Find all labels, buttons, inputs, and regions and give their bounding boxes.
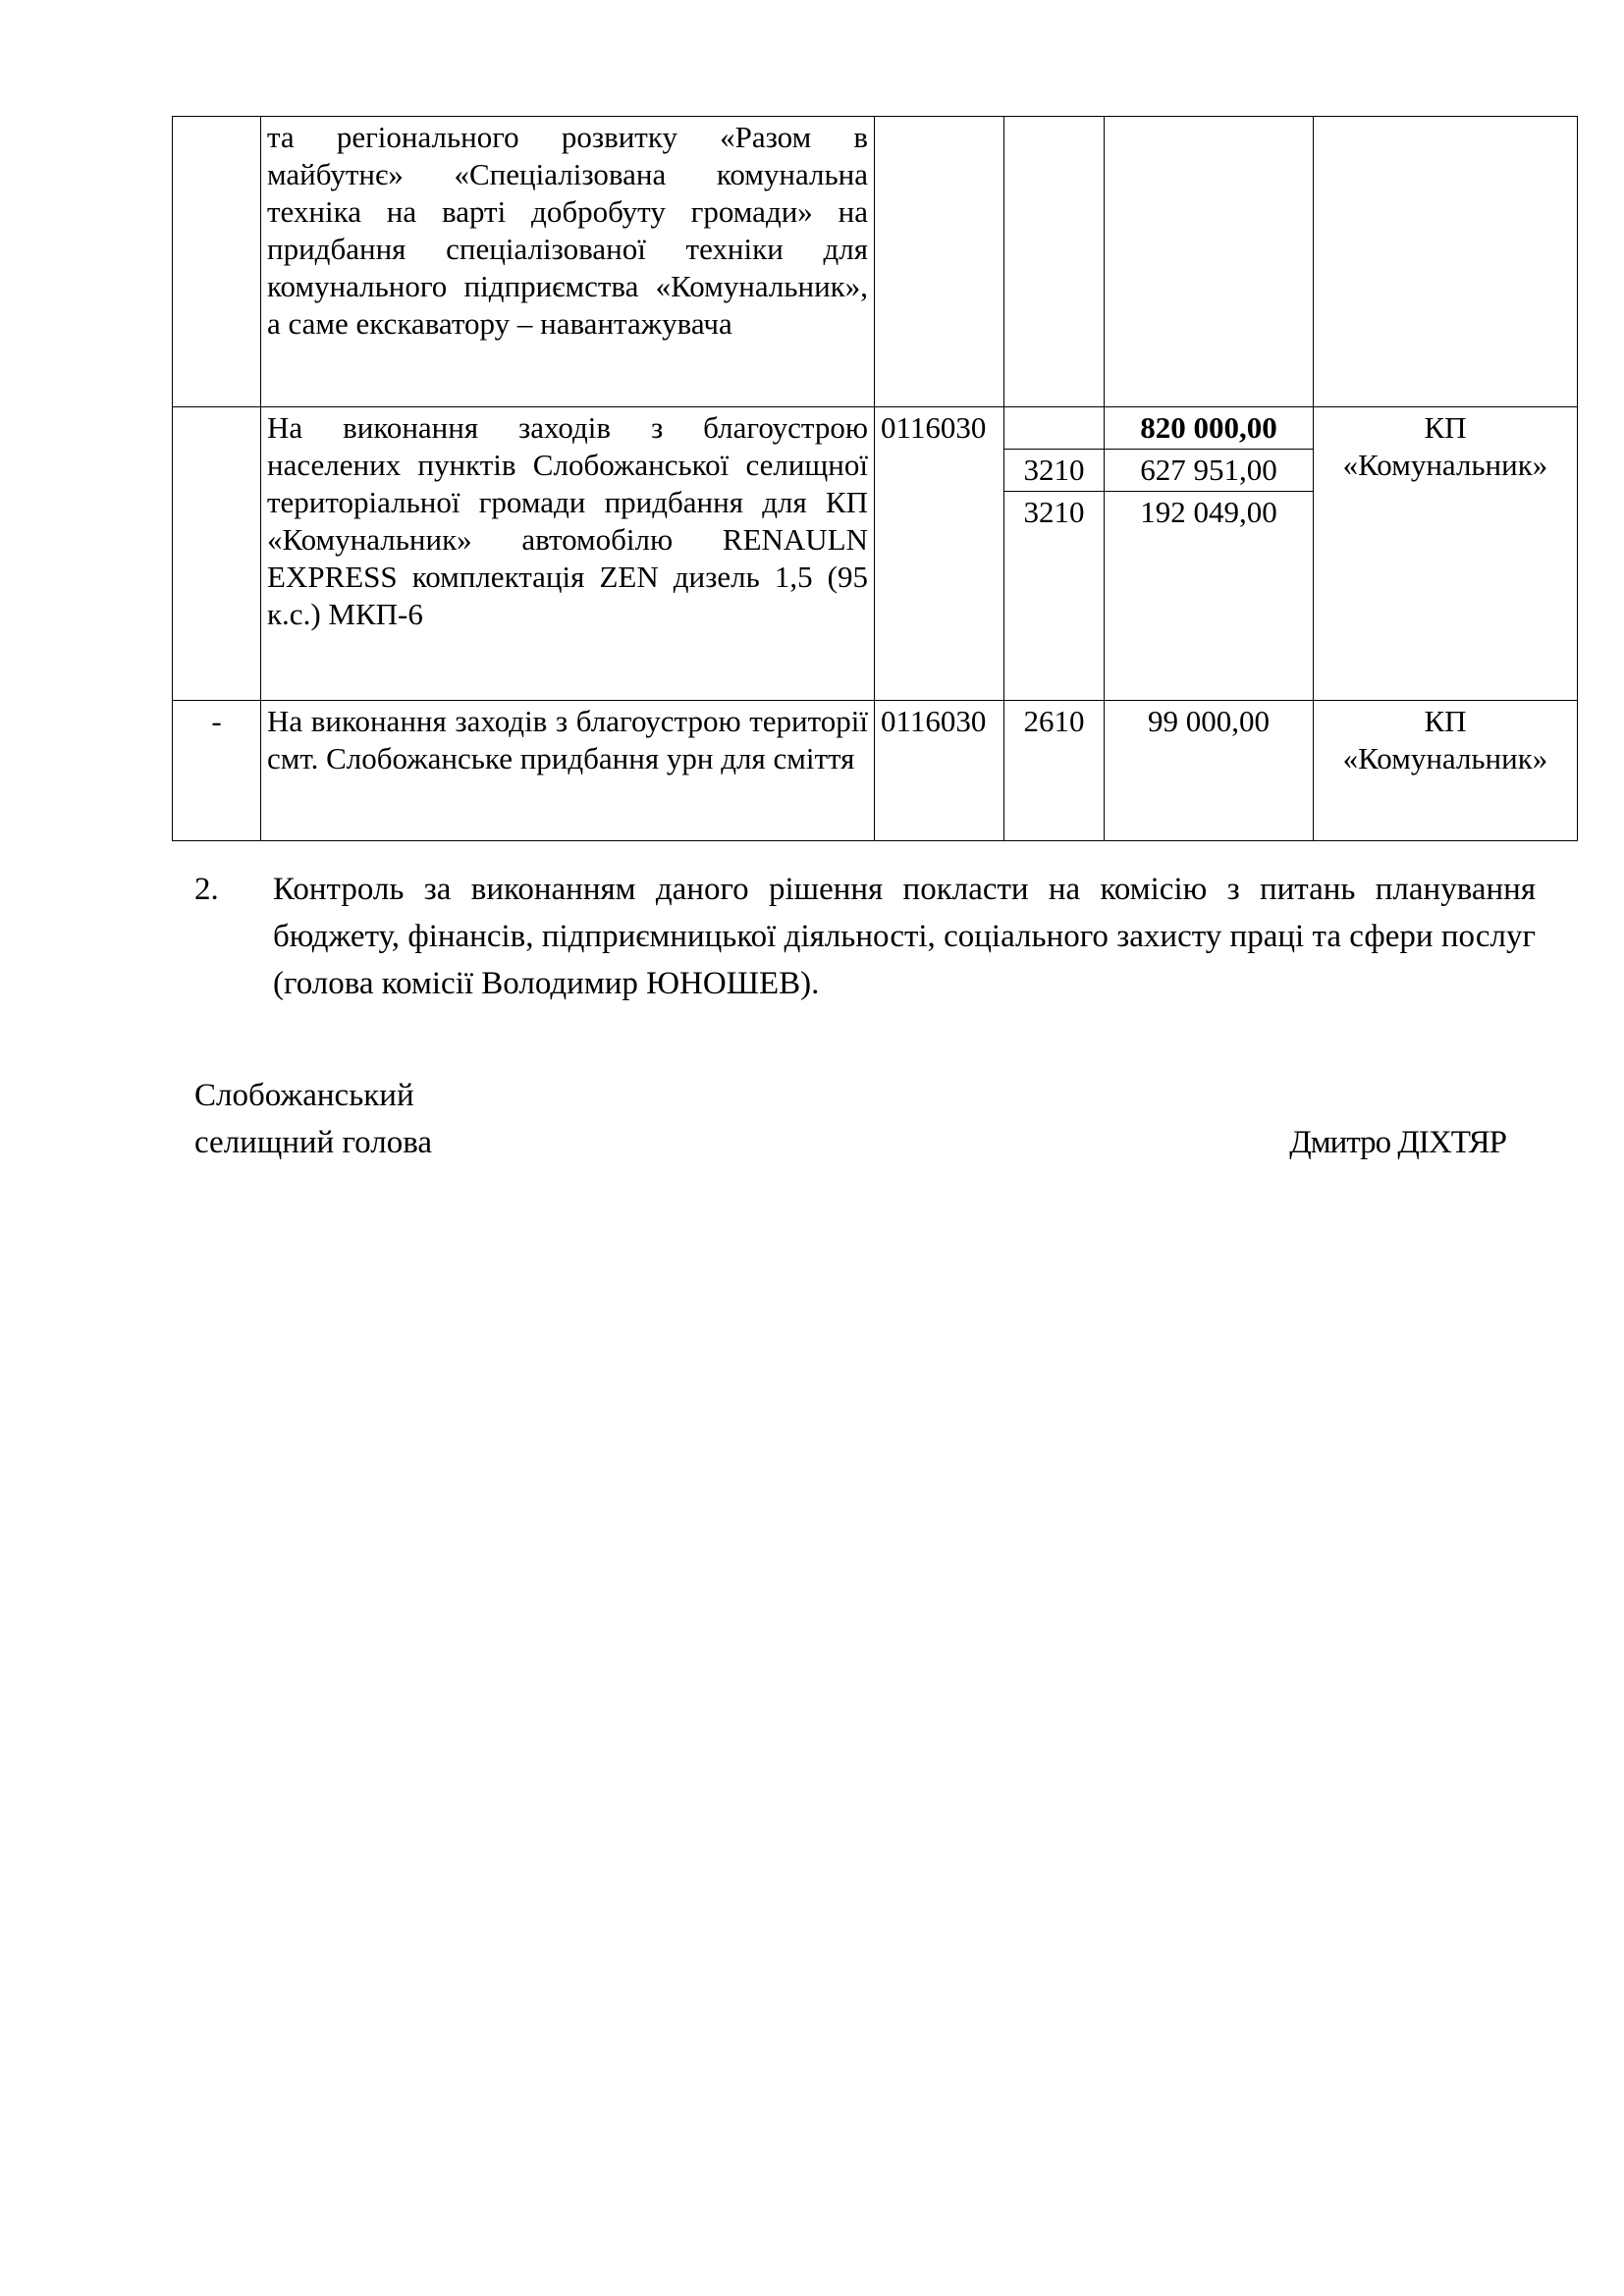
paragraph-text: Контроль за виконанням даного рішення покласти на комісію з питань планування бюджету, фінансів, підприємницької діяльності, соціального захисту праці та сфери послуг (голова комісії Володимир ЮНОШЕВ). (273, 872, 1536, 1001)
row-amount (1105, 117, 1314, 407)
row-mark (173, 407, 261, 701)
signatory-name: Дмитро ДІХТЯР (1289, 1125, 1506, 1160)
paragraph-number: 2. (194, 872, 219, 907)
row-kpkvk (875, 117, 1004, 407)
row-description: На виконання заходів з благоустрою території смт. Слобожанське придбання урн для сміття (261, 701, 875, 841)
row-amount: 99 000,00 (1105, 701, 1314, 841)
subrow-kekv: 3210 (1004, 450, 1105, 492)
row-mark (173, 117, 261, 407)
subrow-amount: 627 951,00 (1105, 450, 1314, 492)
signature-block (194, 1072, 1536, 1166)
subrow-kekv: 3210 (1004, 492, 1105, 701)
row-mark: - (173, 701, 261, 841)
row-description: та регіонального розвитку «Разом в майбутнє» «Спеціалізована комунальна техніка на варті добробуту громади» на придбання спеціалізованої техніки для комунального підприємства «Комунальник», а саме екскаватору – навантажувача (261, 117, 875, 407)
row-description: На виконання заходів з благоустрою населених пунктів Слобожанської селищної територіальної громади придбання для КП «Комунальник» автомобілю RENAULN EXPRESS комплектація ZEN дизель 1,5 (95 к.с.) МКП-6 (261, 407, 875, 701)
table-row (173, 407, 1578, 450)
paragraph-2 (194, 866, 1536, 1007)
row-recipient: КП «Комунальник» (1314, 407, 1578, 701)
budget-table (172, 116, 1578, 841)
signature-title-line2: селищний голова (194, 1125, 433, 1160)
row-recipient: КП «Комунальник» (1314, 701, 1578, 841)
row-recipient (1314, 117, 1578, 407)
row-kekv: 2610 (1004, 701, 1105, 841)
row-total-amount: 820 000,00 (1105, 407, 1314, 450)
table-row (173, 701, 1578, 841)
row-kpkvk: 0116030 (875, 407, 1004, 701)
subrow-amount: 192 049,00 (1105, 492, 1314, 701)
row-kekv (1004, 407, 1105, 450)
row-kpkvk: 0116030 (875, 701, 1004, 841)
table-row (173, 117, 1578, 407)
row-kekv (1004, 117, 1105, 407)
signature-title-line1: Слобожанський (194, 1078, 414, 1113)
